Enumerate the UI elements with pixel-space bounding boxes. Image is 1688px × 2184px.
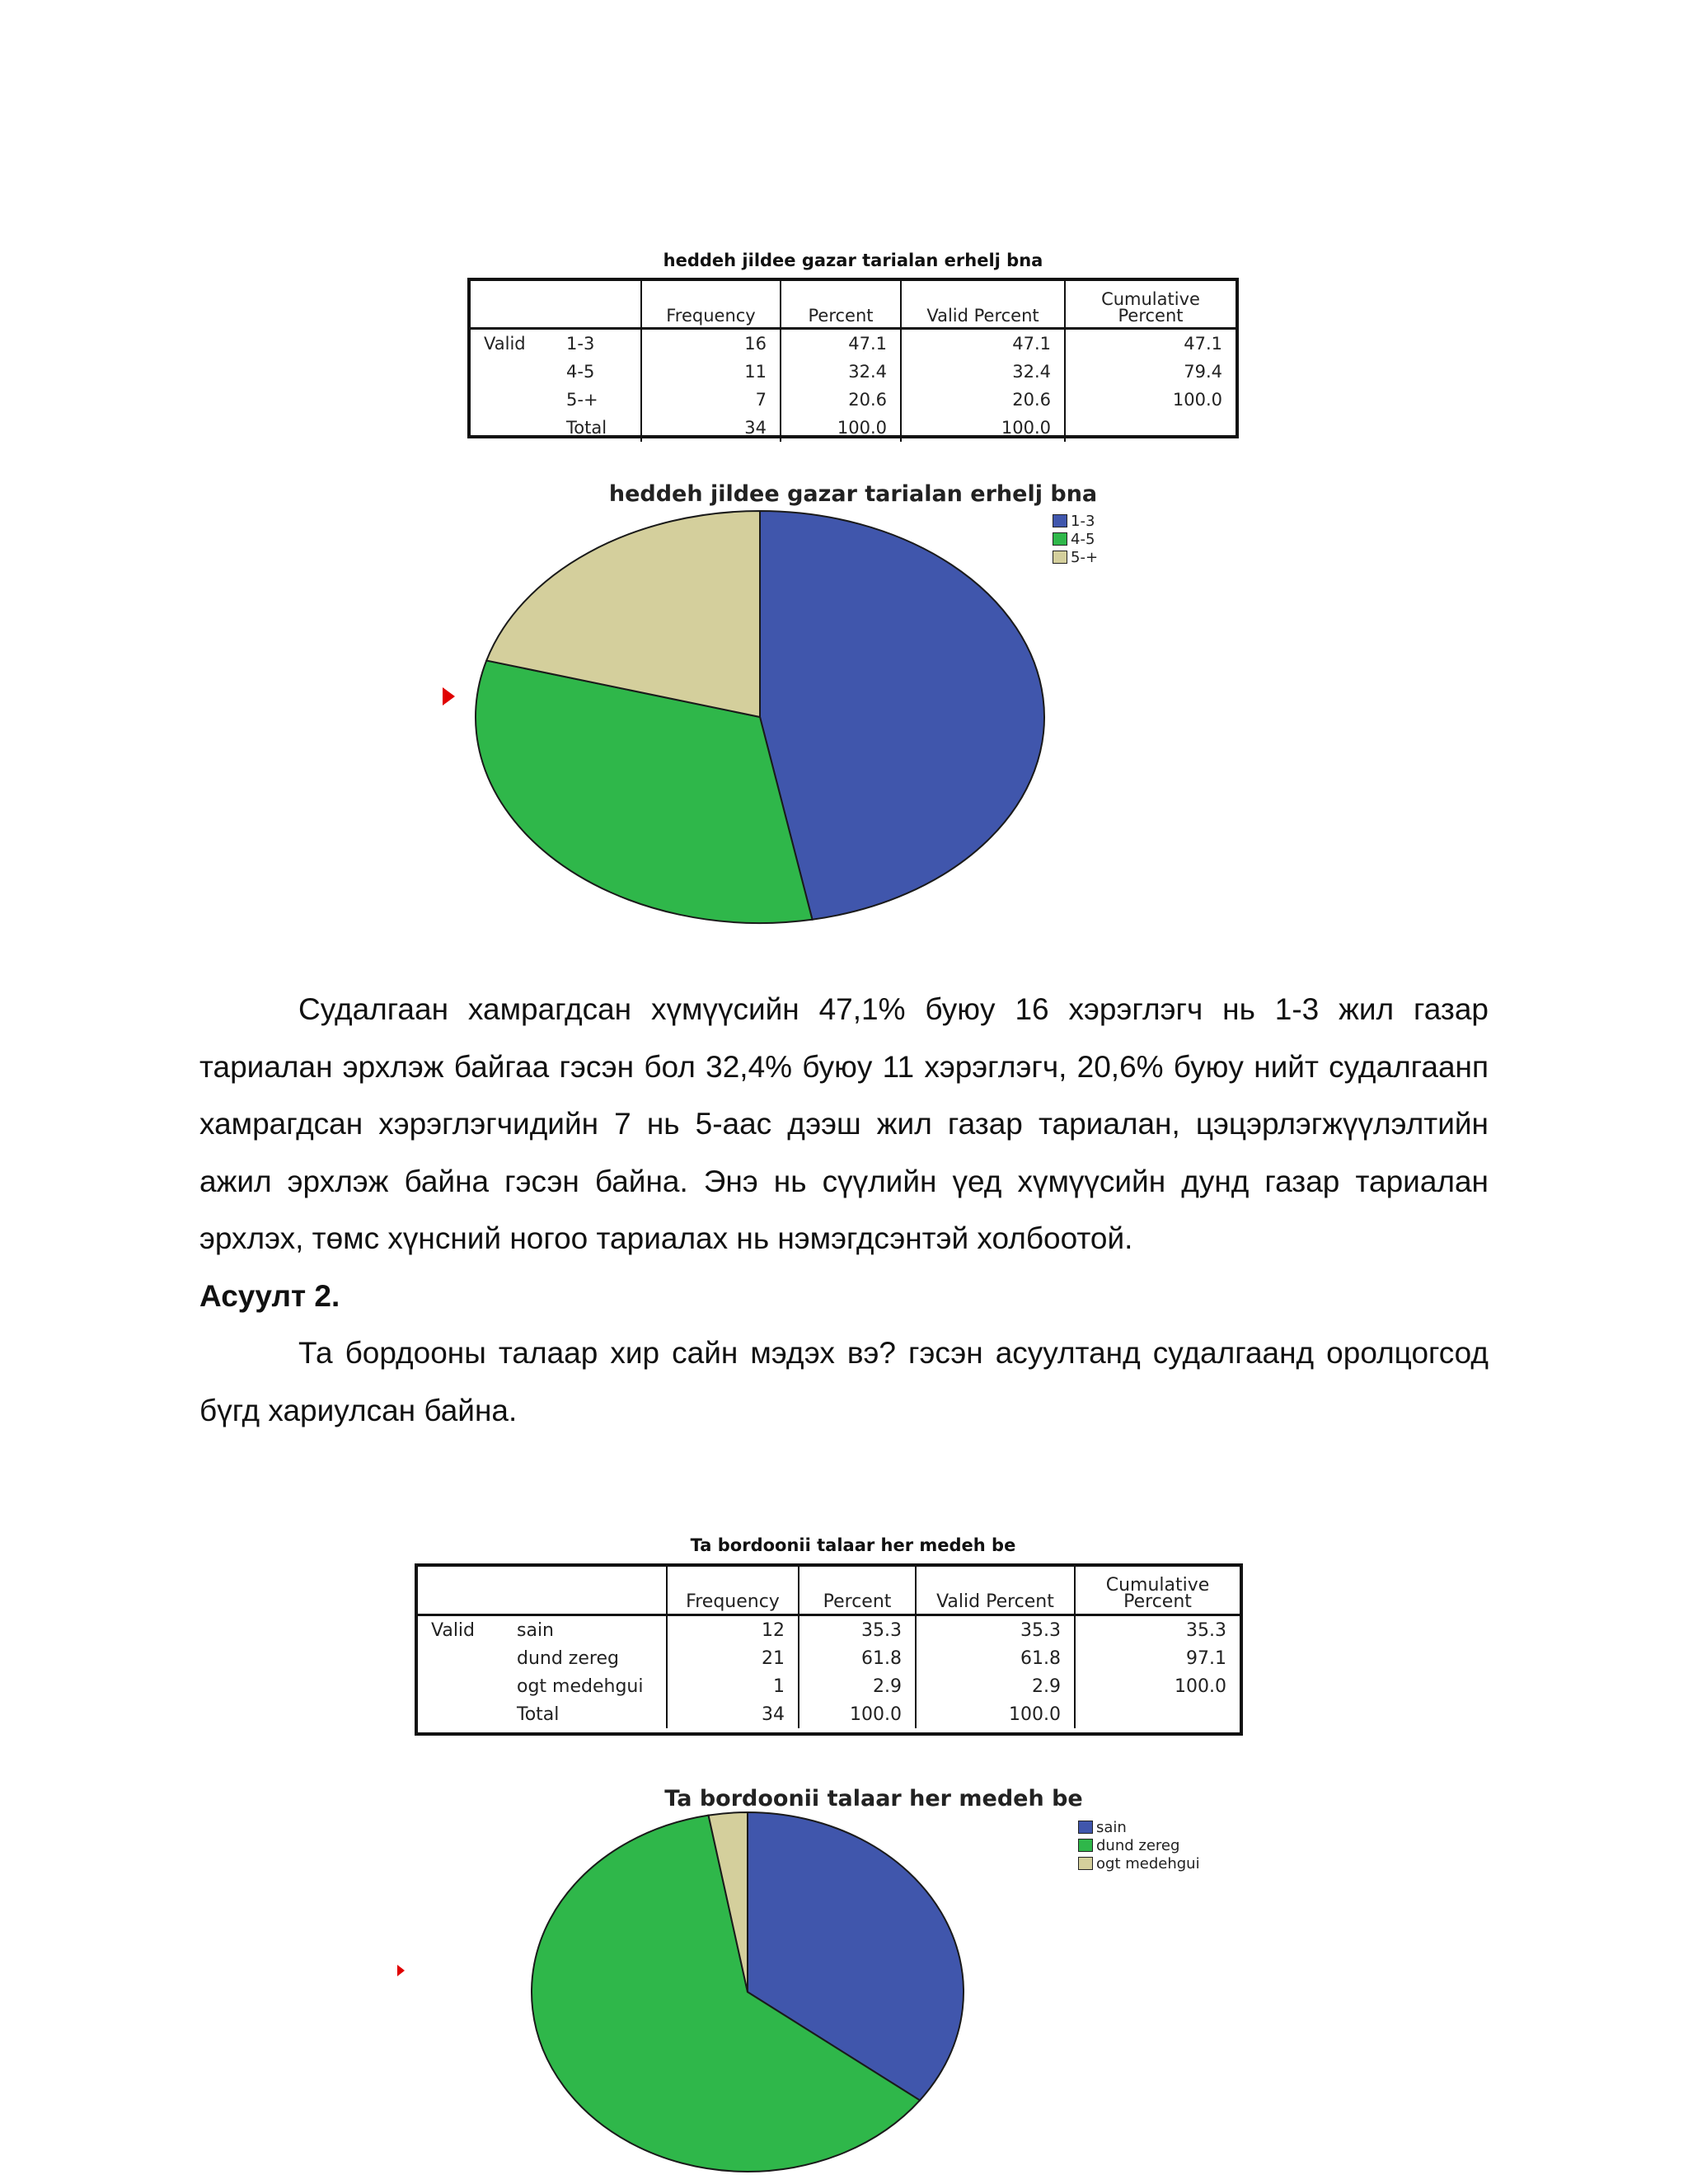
cumulative-header: Cumulative Percent — [1105, 1575, 1210, 1612]
paragraph-2: Та бордооны талаар хир сайн мэдэх вэ? гэсэн асуултанд судалгаанд оролцогсод бүгд хариулсан байна. — [199, 1336, 1489, 1427]
cell-percent: 100.0 — [799, 1700, 916, 1728]
frequency-table-1 — [471, 279, 1236, 442]
cell-frequency: 1 — [667, 1672, 799, 1700]
legend-item — [1078, 1818, 1200, 1836]
cell-valid-percent: 100.0 — [901, 414, 1065, 442]
row-label: ogt medehgui — [504, 1672, 667, 1700]
table-row — [418, 1615, 1240, 1645]
table-header-row — [418, 1566, 1240, 1615]
table-row — [471, 414, 1236, 442]
col-valid-percent: Valid Percent — [916, 1566, 1075, 1615]
group-label: Valid — [431, 1619, 476, 1641]
cell-cumulative: 97.1 — [1186, 1647, 1226, 1669]
table-row — [471, 386, 1236, 414]
cell-frequency: 34 — [667, 1700, 799, 1728]
legend-item — [1078, 1854, 1200, 1872]
row-label: 4-5 — [553, 358, 641, 386]
legend-swatch — [1078, 1839, 1093, 1852]
cell-frequency: 34 — [641, 414, 781, 442]
col-valid-percent: Valid Percent — [901, 279, 1065, 329]
cell-valid-percent: 61.8 — [916, 1644, 1075, 1672]
row-label: sain — [504, 1615, 667, 1645]
table-header-row — [471, 279, 1236, 329]
cell-valid-percent: 100.0 — [916, 1700, 1075, 1728]
table-row — [471, 329, 1236, 359]
legend-label: 1-3 — [1071, 512, 1095, 530]
cell-frequency: 7 — [641, 386, 781, 414]
red-marker-icon — [443, 687, 455, 705]
row-label: dund zereg — [504, 1644, 667, 1672]
legend-label: 4-5 — [1071, 530, 1095, 548]
pie-chart-1 — [470, 503, 1055, 931]
body-text — [199, 981, 1489, 1439]
row-label: Total — [504, 1700, 667, 1728]
cell-valid-percent: 32.4 — [901, 358, 1065, 386]
legend-label: ogt medehgui — [1096, 1854, 1200, 1872]
chart2-legend — [1078, 1818, 1200, 1872]
cell-percent: 47.1 — [781, 329, 901, 359]
cumulative-header: Cumulative Percent — [1101, 289, 1200, 326]
cell-percent: 2.9 — [799, 1672, 916, 1700]
col-percent: Percent — [781, 279, 901, 329]
chart1-legend — [1053, 512, 1098, 566]
pie-slice-1-3 — [760, 511, 1044, 920]
legend-swatch — [1078, 1821, 1093, 1834]
table-row — [471, 358, 1236, 386]
legend-item — [1078, 1836, 1200, 1854]
cell-percent: 35.3 — [799, 1615, 916, 1645]
cell-cumulative: 47.1 — [1184, 334, 1222, 354]
group-label: Valid — [484, 334, 526, 354]
cell-frequency: 11 — [641, 358, 781, 386]
cell-cumulative — [1075, 1700, 1240, 1728]
legend-item — [1053, 530, 1098, 548]
legend-label: 5-+ — [1071, 548, 1099, 566]
legend-swatch — [1078, 1857, 1093, 1870]
legend-label: sain — [1096, 1818, 1127, 1836]
col-frequency: Frequency — [667, 1566, 799, 1615]
cell-percent: 32.4 — [781, 358, 901, 386]
cell-valid-percent: 2.9 — [916, 1672, 1075, 1700]
table2-title: Ta bordoonii talaar her medeh be — [690, 1535, 1016, 1555]
cell-percent: 100.0 — [781, 414, 901, 442]
col-cumulative-percent — [1075, 1566, 1240, 1615]
col-frequency: Frequency — [641, 279, 781, 329]
cell-valid-percent: 47.1 — [901, 329, 1065, 359]
cell-percent: 61.8 — [799, 1644, 916, 1672]
cell-valid-percent: 20.6 — [901, 386, 1065, 414]
cell-frequency: 16 — [641, 329, 781, 359]
row-label: 1-3 — [553, 329, 641, 359]
col-percent: Percent — [799, 1566, 916, 1615]
cell-cumulative: 35.3 — [1186, 1619, 1226, 1641]
cell-cumulative: 100.0 — [1172, 390, 1222, 410]
chart2-title: Ta bordoonii talaar her medeh be — [664, 1786, 1083, 1811]
legend-item — [1053, 512, 1098, 530]
cell-frequency: 12 — [667, 1615, 799, 1645]
pie-chart-2 — [519, 1809, 981, 2184]
red-marker-icon — [397, 1965, 405, 1976]
legend-label: dund zereg — [1096, 1836, 1180, 1854]
cell-cumulative — [1065, 414, 1236, 442]
table1-title: heddeh jildee gazar tarialan erhelj bna — [663, 251, 1043, 270]
cell-percent: 20.6 — [781, 386, 901, 414]
paragraph-1: Судалгаан хамрагдсан хүмүүсийн 47,1% буюу 16 хэрэглэгч нь 1-3 жил газар тариалан эрхлэж байгаа гэсэн бол 32,4% буюу 11 хэрэглэгч, 20,6% буюу нийт судалгаанп хамрагдсан хэрэглэгчидийн 7 нь 5-аас дээш жил газар тариалан, цэцэрлэгжүүлэлтийн ажил эрхлэж байна гэсэн байна. Энэ нь сүүлийн үед хүмүүсийн дунд газар тариалан эрхлэх, төмс хүнсний ногоо тариалах нь нэмэгдсэнтэй холбоотой. — [199, 992, 1489, 1255]
row-label: 5-+ — [553, 386, 641, 414]
frequency-table-2 — [418, 1566, 1240, 1728]
cell-cumulative: 79.4 — [1184, 362, 1222, 382]
section-heading: Асуулт 2. — [199, 1278, 340, 1313]
row-label: Total — [553, 414, 641, 442]
legend-item — [1053, 548, 1098, 566]
cell-frequency: 21 — [667, 1644, 799, 1672]
table-row — [418, 1644, 1240, 1672]
col-cumulative-percent — [1065, 279, 1236, 329]
table-row — [418, 1700, 1240, 1728]
table-row — [418, 1672, 1240, 1700]
chart1-title: heddeh jildee gazar tarialan erhelj bna — [608, 481, 1098, 507]
cell-valid-percent: 35.3 — [916, 1615, 1075, 1645]
cell-cumulative: 100.0 — [1175, 1675, 1226, 1697]
